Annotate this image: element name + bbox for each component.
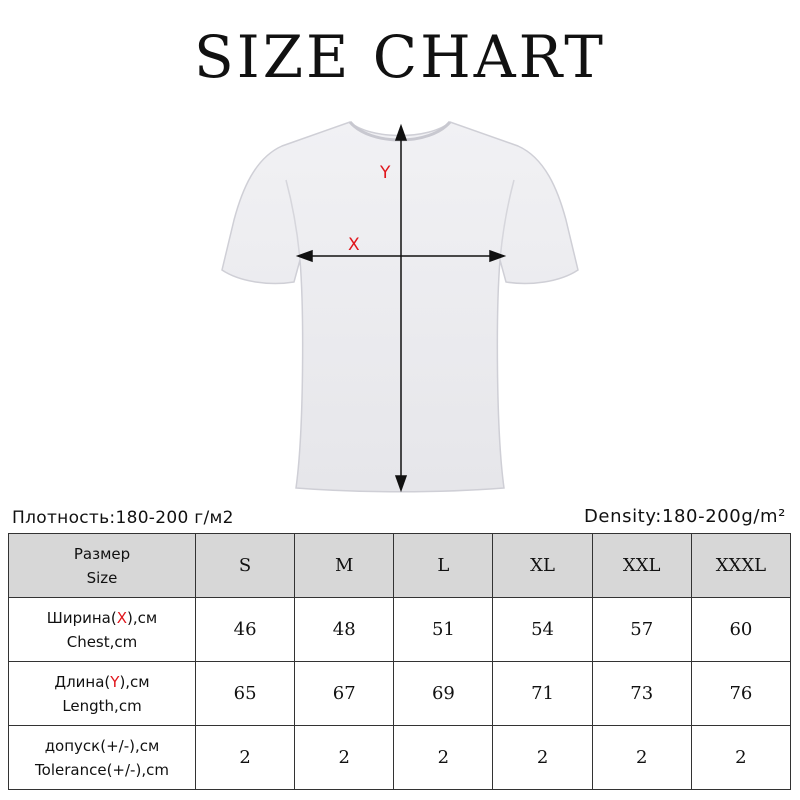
label-mark: Y <box>110 672 120 691</box>
density-english: Density:180-200g/m² <box>583 506 786 527</box>
size-label-xxl: XXL <box>592 534 691 598</box>
size-header-cell <box>9 534 196 598</box>
row-label-tolerance-ru <box>9 734 195 758</box>
table-cell: 69 <box>394 662 493 726</box>
size-label-xxxl: XXXL <box>691 534 790 598</box>
table-cell: 57 <box>592 598 691 662</box>
label-text: Ширина( <box>46 608 117 627</box>
label-mark: X <box>116 608 127 627</box>
tshirt-diagram <box>200 110 600 495</box>
row-label-length <box>9 662 196 726</box>
size-label-m: M <box>295 534 394 598</box>
size-table <box>8 533 791 790</box>
size-label-xl: XL <box>493 534 592 598</box>
table-cell: 2 <box>394 726 493 790</box>
size-header-en: Size <box>86 568 118 587</box>
table-cell: 67 <box>295 662 394 726</box>
table-header-row <box>9 534 791 598</box>
row-label-chest-ru <box>9 606 195 630</box>
y-axis-label: Y <box>380 163 391 183</box>
density-russian: Плотность:180-200 г/м2 <box>12 508 234 528</box>
table-cell: 2 <box>592 726 691 790</box>
size-label-l: L <box>394 534 493 598</box>
label-text: Длина( <box>54 672 111 691</box>
table-cell: 2 <box>295 726 394 790</box>
label-text: ),см <box>127 608 158 627</box>
x-axis-label: X <box>348 235 360 255</box>
row-label-chest <box>9 598 196 662</box>
table-cell: 60 <box>691 598 790 662</box>
tshirt-image <box>222 122 578 492</box>
row-label-length-en: Length,cm <box>62 696 142 715</box>
size-header-ru: Размер <box>73 544 131 563</box>
row-label-tolerance <box>9 726 196 790</box>
table-row-tolerance <box>9 726 791 790</box>
row-label-tolerance-en: Tolerance(+/-),cm <box>35 760 169 779</box>
table-cell: 51 <box>394 598 493 662</box>
table-cell: 48 <box>295 598 394 662</box>
table-cell: 65 <box>196 662 295 726</box>
table-row-chest <box>9 598 791 662</box>
table-cell: 2 <box>493 726 592 790</box>
table-cell: 2 <box>691 726 790 790</box>
table-row-length <box>9 662 791 726</box>
table-cell: 2 <box>196 726 295 790</box>
label-text: ),см <box>119 672 150 691</box>
size-label-s: S <box>196 534 295 598</box>
row-label-length-ru <box>9 670 195 694</box>
table-cell: 54 <box>493 598 592 662</box>
table-cell: 76 <box>691 662 790 726</box>
row-label-chest-en: Chest,cm <box>66 632 138 651</box>
table-cell: 73 <box>592 662 691 726</box>
table-cell: 46 <box>196 598 295 662</box>
page-title: SIZE CHART <box>194 23 606 91</box>
label-text: допуск(+/-),см <box>44 736 160 755</box>
table-cell: 71 <box>493 662 592 726</box>
